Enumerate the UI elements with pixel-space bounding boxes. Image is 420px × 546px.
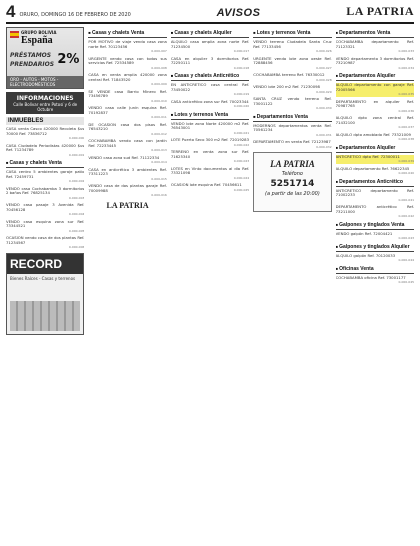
classified-code: 0-000-014	[151, 160, 167, 164]
classified-code: 0-000-042	[398, 214, 414, 218]
ad-spain-top: GRUPO BOLIVIA	[21, 30, 57, 35]
classified-ad	[88, 123, 166, 137]
classified-code: 0-000-030	[316, 106, 332, 110]
classified-code: 0-000-011	[151, 115, 167, 119]
ad-mid-hours: (a partir de las 20:00)	[265, 191, 320, 197]
classified-code: 0-000-019	[233, 92, 250, 96]
ad-spain-bottom: ORO - AUTOS - MOTOS - ELECTRODOMÉSTICOS	[10, 77, 59, 87]
column-5	[336, 27, 414, 543]
classified-text: DEPARTAMENTO en alquiler Ref. 70987765	[335, 98, 414, 108]
category-header: ■ Departamentos Alquiler	[336, 73, 414, 81]
classified-ad	[336, 254, 414, 263]
ad-spain-line2: PRENDARIOS	[10, 61, 55, 68]
category-header: ■ Galpones y tinglados Venta	[336, 222, 414, 230]
classified-code: 0-000-036	[398, 108, 414, 113]
classified-ad	[6, 127, 84, 141]
classified-code: 0-000-043	[398, 236, 414, 240]
ad-info-title: INFORMACIONES	[16, 95, 74, 102]
classified-ad	[88, 90, 166, 104]
ad-record-title: RECORD	[7, 254, 83, 274]
classified-text: VENDO casa pasaje 3 Avenida Ref. 70456128	[6, 202, 85, 212]
ad-record	[6, 253, 84, 335]
classified-code: 0-000-010	[151, 98, 167, 103]
classified-ad	[88, 106, 166, 120]
classified-text: COCHABAMBA departamento Ref. 71123321	[335, 39, 414, 49]
classified-ad	[253, 40, 331, 54]
classified-ad	[88, 184, 166, 198]
classified-code: 0-000-021	[233, 130, 250, 135]
column-4	[253, 27, 331, 543]
classified-ad	[336, 276, 414, 285]
classified-code: 0-000-008	[151, 65, 167, 70]
classified-text: ALQUILO galpón Ref. 70120033	[335, 252, 396, 258]
classified-text: ANTICRETICO dpto Ref. 72300011	[335, 153, 400, 159]
flag-icon	[10, 31, 19, 38]
classified-ad	[171, 100, 249, 109]
classified-text: CASA en alquiler 3 dormitorios Ref. 72250111	[170, 55, 250, 65]
classified-text: ALQUILO departamento Ref. 76622345	[335, 165, 410, 171]
ad-mid-label: Teléfono	[281, 171, 303, 177]
classified-ad	[171, 138, 249, 147]
ad-informaciones	[6, 92, 84, 114]
category-header: ■ Casas y chalets Venta	[6, 160, 84, 168]
classified-code: 0-000-025	[233, 187, 250, 192]
classified-ad	[336, 116, 414, 130]
classified-text: ALQUILO departamento con garaje Ref. 72005566	[335, 82, 414, 92]
classified-code: 0-000-032	[316, 144, 332, 149]
classified-text: OCASION lote esquina Ref. 70456611	[170, 182, 242, 187]
ad-record-sub: Bienes Raíces - Casas y terrenos	[10, 275, 76, 281]
ad-info-sub: Calle Bolívar entre Potosí y 6 de Octubre	[13, 102, 78, 112]
column-2-body	[88, 30, 166, 198]
category-header: ■ Casas y chalets Alquiler	[171, 30, 249, 38]
ad-spain-bar	[7, 76, 83, 88]
classified-ad	[253, 140, 331, 149]
category-header: ■ Departamentos Venta	[253, 114, 331, 122]
classified-code: 0-000-009	[151, 82, 167, 86]
classified-ad	[171, 150, 249, 164]
section-title: AVISOS	[216, 7, 261, 19]
classified-ad	[88, 156, 166, 165]
classified-text: VENDO departamento 3 dormitorios Ref. 73210987	[335, 55, 414, 65]
classified-ad	[336, 83, 414, 97]
classified-text: VENDO casa de dos plantas garaje Ref. 70009988	[88, 183, 167, 193]
classified-text: VENDO casa zona sud Ref. 71122334	[88, 154, 160, 160]
classified-text: CASA Ciudadela Periodistas 420000 $us Ref. 71234789	[6, 142, 85, 152]
newspaper-brand: LA PATRIA	[346, 4, 414, 18]
classified-code: 0-000-017	[233, 49, 250, 53]
classified-text: DEPARTAMENTO en venta Ref. 72123987	[253, 139, 331, 144]
ad-spain-name: España	[21, 35, 53, 46]
classified-text: COCHABAMBA vendo casa con jardín Ref. 72233445	[88, 138, 167, 148]
columns-container	[6, 27, 414, 543]
column-3-body	[171, 30, 249, 192]
classified-code: 0-000-026	[316, 49, 332, 53]
classified-code: 0-000-005	[68, 228, 85, 233]
classified-text: ALQUILO dpto zona central Ref. 71432100	[335, 115, 414, 125]
classified-ad	[6, 220, 84, 234]
classified-ad	[88, 73, 166, 87]
classified-ad	[253, 57, 331, 71]
classified-text: ALQUILO dpto amoblado Ref. 73321009	[335, 131, 411, 137]
classified-text: MODERNOS departamentos venta Ref. 70561234	[253, 122, 332, 132]
classified-code: 0-000-013	[151, 148, 167, 152]
classified-text: VENDO casa calle Junín esquina Ref. 70192837	[88, 105, 167, 115]
classified-text: OCASION vendo casa de dos plantas Ref. 71234567	[6, 235, 85, 245]
classified-code: 0-000-002	[68, 179, 85, 183]
classified-text: DE OCASION casa dos pisos Ref. 76543210	[88, 121, 167, 131]
classified-ad	[336, 167, 414, 176]
classified-code: 0-000-000	[68, 136, 85, 140]
classified-code: 0-000-031	[316, 132, 332, 137]
classified-text: VENDO galpón Ref. 72004421	[335, 230, 393, 236]
classified-code: 0-000-033	[398, 49, 414, 53]
classified-text: LOTE Puerto Seco 300 m2 Ref. 72019283	[170, 137, 249, 142]
classified-ad	[6, 170, 84, 184]
column-3	[171, 27, 249, 543]
classified-text: CASA en anticrético 3 ambientes Ref. 73311223	[88, 166, 167, 176]
classified-code: 0-000-039	[398, 159, 414, 163]
page-header	[6, 4, 414, 24]
ad-spain-line1: PRÉSTAMOS	[10, 52, 52, 59]
classified-ad	[88, 40, 166, 54]
classified-ad	[171, 57, 249, 71]
classified-ad	[336, 133, 414, 142]
classified-ad	[336, 100, 414, 114]
ad-espana	[6, 27, 84, 89]
classified-code: 0-000-003	[68, 195, 85, 200]
classified-ad	[88, 168, 166, 182]
classified-text: CASA en venta amplia 420000 zona central Ref. 71843520	[88, 72, 167, 82]
classified-ad	[336, 57, 414, 71]
classified-code: 0-000-001	[68, 152, 85, 157]
classified-text: POR MOTIVO de viaje vendo casa zona norte Ref. 70123456	[88, 39, 167, 49]
classified-text: SANTA CRUZ vendo terreno Ref. 73001122	[253, 96, 332, 106]
classified-ad	[336, 205, 414, 219]
classified-ad	[336, 189, 414, 203]
classified-code: 0-000-038	[398, 137, 414, 141]
category-header: ■ Casas y chalets Venta	[88, 30, 166, 38]
classified-code: 0-000-045	[398, 280, 414, 284]
classified-code: 0-000-016	[151, 193, 167, 197]
classified-ad	[253, 124, 331, 138]
ad-la-patria	[88, 201, 166, 213]
classified-code: 0-000-007	[151, 49, 167, 53]
classified-ad	[171, 40, 249, 54]
classified-code: 0-000-015	[151, 176, 167, 181]
classified-text: URGENTE vendo casa con todos sus servicios Ref. 72534589	[88, 55, 167, 65]
classified-code: 0-000-012	[151, 131, 167, 136]
classified-code: 0-000-018	[233, 65, 250, 70]
page-number: 4	[6, 2, 16, 21]
classified-text: CASA anticrético zona sur Ref. 70023344	[170, 98, 249, 104]
classified-code: 0-000-041	[398, 197, 414, 202]
classified-ad	[6, 187, 84, 201]
category-header: ■ Departamentos Alquiler	[336, 145, 414, 153]
classified-ad	[336, 40, 414, 54]
classified-code: 0-000-006	[68, 245, 85, 249]
classified-code: 0-000-044	[398, 258, 414, 262]
classified-ad	[253, 97, 331, 111]
classified-ad	[6, 236, 84, 250]
category-header: ■ Oficinas Venta	[336, 266, 414, 274]
classified-code: 0-000-027	[316, 65, 332, 70]
column-1	[6, 27, 84, 543]
column-4-body	[253, 30, 331, 149]
ad-record-image	[10, 301, 80, 331]
classified-text: VENDO casa esquina zona sur Ref. 73344521	[6, 218, 85, 228]
classified-text: URGENTE vendo lote zona oeste Ref. 72888456	[253, 55, 332, 65]
classified-ad	[171, 122, 249, 136]
classified-text: VENDO casa Cochabamba 3 dormitorios 2 baños Ref. 76825134	[6, 185, 85, 195]
classified-text: VENDO lote 200 m2 Ref. 71230098	[253, 84, 320, 89]
classified-code: 0-000-020	[233, 104, 250, 108]
classified-ad	[171, 167, 249, 181]
ad-mid-brand: LA PATRIA	[270, 159, 315, 169]
classified-code: 0-000-028	[316, 77, 332, 82]
classified-text: VENDO lote zona Norte 420000 m2 Ref. 76543001	[170, 120, 250, 130]
classified-text: CASA centro 5 ambientes garaje patio Ref. 72459731	[6, 169, 85, 179]
column-1-body	[6, 117, 84, 250]
classified-text: EN ANTICRETICO casa central Ref. 73450022	[170, 82, 250, 92]
classified-text: CASA venta Casco 420000 Recoleta $us 70000 Ref. 73836712	[6, 126, 85, 136]
classified-text: LOTES en Vinto documentos al día Ref. 73321098	[170, 165, 250, 175]
page-date: ORURO, DOMINGO 16 DE FEBRERO DE 2020	[19, 12, 131, 18]
classified-ad	[6, 203, 84, 217]
ad-mid-phone: 5251714	[270, 179, 315, 189]
classified-ad	[88, 57, 166, 71]
classified-code: 0-000-040	[398, 171, 414, 175]
classified-text: DEPARTAMENTO anticrético Ref. 73211000	[335, 204, 414, 214]
classified-code: 0-000-022	[233, 142, 250, 147]
column-5-body	[336, 30, 414, 285]
classified-ad	[336, 155, 414, 164]
classified-text: ANTICRETICO departamento Ref. 71002233	[335, 187, 414, 197]
classified-code: 0-000-023	[233, 159, 250, 163]
classified-code: 0-000-037	[398, 125, 414, 129]
classified-code: 0-000-034	[398, 65, 414, 70]
classified-code: 0-000-029	[316, 89, 332, 94]
classified-text: COCHABAMBA oficina Ref. 73001177	[335, 274, 406, 280]
classified-text: TERRENO en venta zona sur Ref. 71625340	[170, 149, 250, 159]
classified-code: 0-000-024	[233, 175, 250, 180]
classified-code: 0-000-004	[68, 212, 85, 216]
classified-text: ALQUILO casa amplia zona norte Ref. 71234500	[170, 39, 250, 49]
classified-text: COCHABAMBA terreno Ref. 76330012	[253, 72, 325, 77]
ad-patria-phone	[253, 152, 331, 212]
category-header: ■ Lotes y terrenos Venta	[171, 112, 249, 120]
classified-ad	[171, 83, 249, 97]
classified-text: VENDO terreno Ciudadela Santa Cruz Ref. 77133456	[253, 39, 332, 49]
classified-ad	[88, 139, 166, 153]
classified-ad	[253, 85, 331, 94]
ad-patria-title: LA PATRIA	[106, 200, 149, 210]
category-header: ■ Galpones y tinglados Alquiler	[336, 244, 414, 252]
classified-ad	[6, 144, 84, 158]
header-left	[6, 4, 131, 20]
ad-spain-pct: 2%	[57, 52, 80, 67]
category-header: ■ Lotes y terrenos Venta	[253, 30, 331, 38]
classified-code: 0-000-035	[398, 92, 414, 96]
column-2	[88, 27, 166, 543]
category-header: ■ Departamentos Venta	[336, 30, 414, 38]
category-header: INMUEBLES	[6, 117, 84, 125]
classified-text: SE VENDE casa Barrio Minero Ref. 73456789	[88, 88, 167, 98]
category-header: ■ Casas y chalets Anticrético	[171, 73, 249, 81]
classified-ad	[171, 183, 249, 192]
classified-ad	[253, 73, 331, 82]
category-header: ■ Departamentos Anticrético	[336, 179, 414, 187]
classified-ad	[336, 232, 414, 241]
